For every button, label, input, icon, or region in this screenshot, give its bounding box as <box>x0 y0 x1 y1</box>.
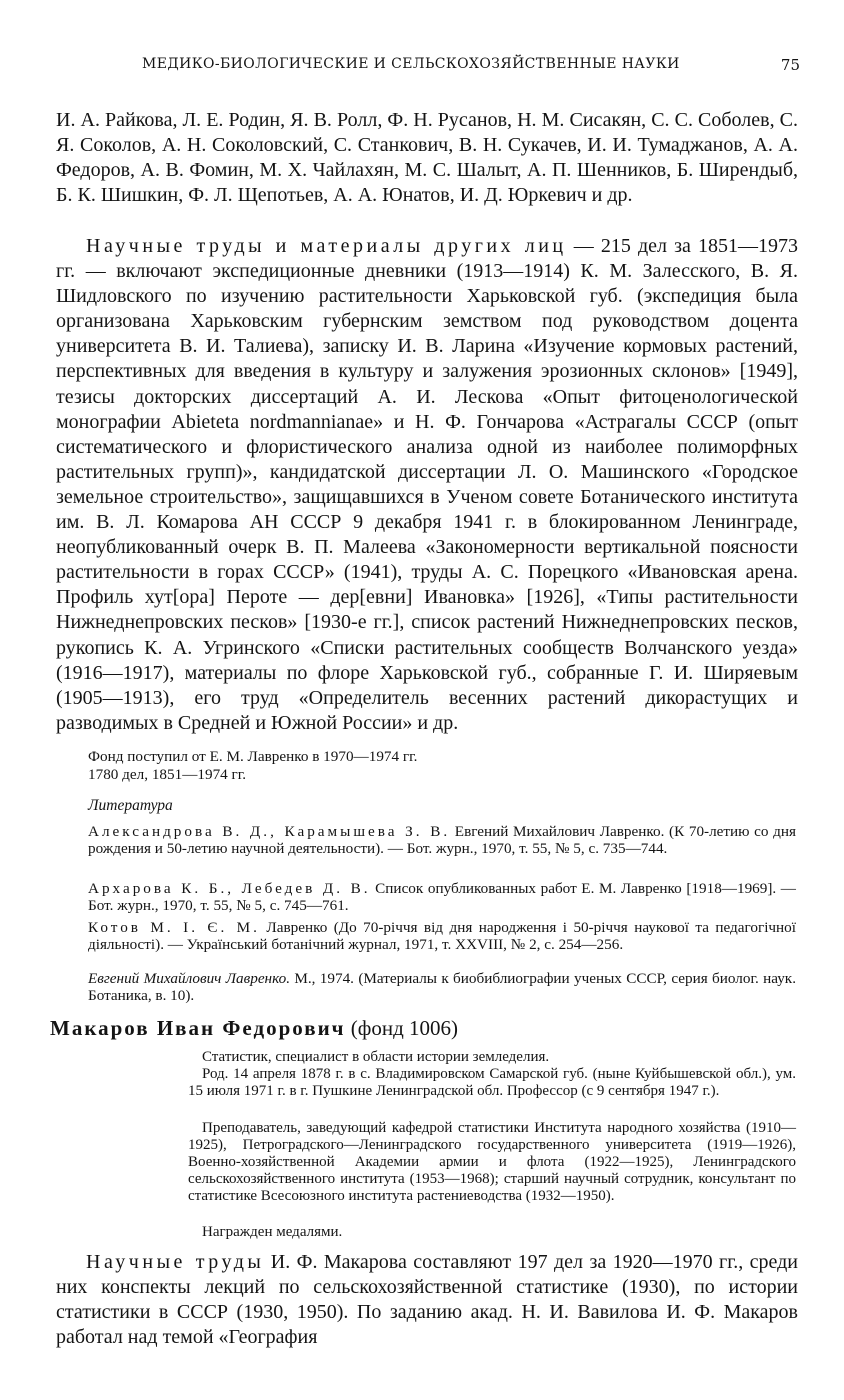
bio-paragraph: Награжден медалями. <box>202 1224 343 1240</box>
running-header <box>96 56 800 76</box>
fond-note <box>88 748 796 784</box>
running-title: МЕДИКО-БИОЛОГИЧЕСКИЕ И СЕЛЬСКОХОЗЯЙСТВЕННЫЕ НАУКИ <box>142 56 680 72</box>
bibliography-title: Евгений Михайлович Лавренко. <box>88 970 291 987</box>
bio-paragraph: Род. 14 апреля 1878 г. в с. Владимировском Самарской губ. (ныне Куйбышевской обл.), ум. 15 июля 1971 г. в г. Пушкине Ленинградской обл. Профессор (с 9 сентября 1947 г.). <box>188 1066 796 1099</box>
page-number: 75 <box>780 56 800 74</box>
bibliography-item <box>88 823 796 858</box>
section-lead-spaced: Научные труды и материалы других лиц <box>86 235 567 257</box>
paragraph-body: — 215 дел за 1851—1973 гг. — включают экспедиционные дневники (1913—1914) К. М. Залесского, В. Я. Шидловского по изучению растительности Харьковской губ. (экспедиция была организована Харьковским губернским земством под руководством доцента университета В. И. Талиева), записку И. В. Ларина «Изучение кормовых растений, перспективных для введения в культуру и залужения эрозионных склонов» [1949], тезисы докторских диссертаций А. И. Лескова «Опыт фитоценологической монографии Abieteta nordmannianae» и Н. Ф. Гончарова «Астрагалы СССР (опыт систематического и флористического анализа одной из наиболее полиморфных растительных групп)», кандидатской диссертации Л. О. Машинского «Городское земельное строительство», защищавшихся в Ученом совете Ботанического института им. В. Л. Комарова АН СССР 9 декабря 1941 г. в блокированном Ленинграде, неопубликованный очерк В. П. Малеева «Закономерности вертикальной поясности растительности в горах СССР» (1941), труды А. С. Порецкого «Ивановская арена. Профиль хут[ора] Пероте — дер[евни] Ивановка» [1926], «Типы растительности Нижнеднепровских песков» [1930-е гг.], список растений Нижнеднепровских песков, рукопись К. А. Угринского «Списки растительных сообществ Волчанского уезда» (1916—1917), материалы по флоре Харьковской губ., собранные Г. И. Ширяевым (1905—1913), его труд «Определитель весенних растений дикорастущих и разводимых в Средней и Южной России» и др. <box>56 235 798 734</box>
bio-paragraph: Преподаватель, заведующий кафедрой статистики Института народного хозяйства (1910—1925), Петроградского—Ленинградского государственного университета (1919—1926), Военно-хозяйственной Академии армии и флота (1922—1925), Ленинградского сельскохозяйственного института (1953—1968); старший научный сотрудник, консультант по статистике Всесоюзного института растениеводства (1932—1950). <box>188 1120 796 1204</box>
entry-name: Макаров Иван Федорович <box>50 1016 346 1040</box>
bibliography-author: Котов М. І. Є. М. <box>88 919 260 936</box>
bio-paragraph: Статистик, специалист в области истории земледелия. <box>202 1049 550 1065</box>
entry-heading <box>50 1016 458 1041</box>
bibliography-text: Лавренко (До 70-річчя від дня народження і 50-річчя наукової та педагогічної діяльності). — Український ботанічний журнал, 1971, т. XXVIII, № 2, с. 254—256. <box>88 919 796 954</box>
bibliography-author: Архарова К. Б., Лебедев Д. В. <box>88 880 371 897</box>
bibliography-item <box>88 919 796 954</box>
paragraph-names-list: И. А. Райкова, Л. Е. Родин, Я. В. Ролл, Ф. Н. Русанов, Н. М. Сисакян, С. С. Соболев, С. Я. Соколов, А. Н. Соколовский, С. Станкович, В. Н. Сукачев, И. И. Тумаджанов, А. А. Федоров, А. В. Фомин, М. Х. Чайлахян, М. С. Шалыт, А. П. Шенников, Б. Ширендыб, Б. К. Шишкин, Ф. Л. Щепотьев, А. А. Юнатов, И. Д. Юркевич и др. <box>56 109 798 207</box>
paragraph-other-materials <box>56 234 798 736</box>
bibliography-item <box>88 970 796 1005</box>
bibliography-item <box>88 880 796 915</box>
bibliography-text: М., 1974. (Материалы к биобиблиографии ученых СССР, серия биолог. наук. Ботаника, в. 10). <box>88 970 796 1005</box>
literature-heading: Литература <box>88 797 173 814</box>
bibliography-author: Александрова В. Д., Карамышева З. В. <box>88 823 451 840</box>
fond-note-line-2: 1780 дел, 1851—1974 гг. <box>88 766 247 783</box>
entry-fond: (фонд 1006) <box>345 1016 459 1040</box>
paragraph-body: И. Ф. Макарова составляют 197 дел за 1920—1970 гг., среди них конспекты лекций по сельскохозяйственной статистике (1930), по истории статистики в СССР (1930, 1950). По заданию акад. Н. И. Вавилова И. Ф. Макаров работал над темой «География <box>56 1251 798 1349</box>
section-lead-spaced: Научные труды <box>86 1251 265 1273</box>
fond-note-line-1: Фонд поступил от Е. М. Лавренко в 1970—1974 гг. <box>88 748 418 765</box>
bibliography-text: Список опубликованных работ Е. М. Лавренко [1918—1969]. — Бот. журн., 1970, т. 55, № 5, с. 745—761. <box>88 880 796 915</box>
bibliography-text: Евгений Михайлович Лавренко. (К 70-летию со дня рождения и 50-летию научной деятельности). — Бот. журн., 1970, т. 55, № 5, с. 735—744. <box>88 823 796 858</box>
paragraph-works <box>56 1250 798 1350</box>
